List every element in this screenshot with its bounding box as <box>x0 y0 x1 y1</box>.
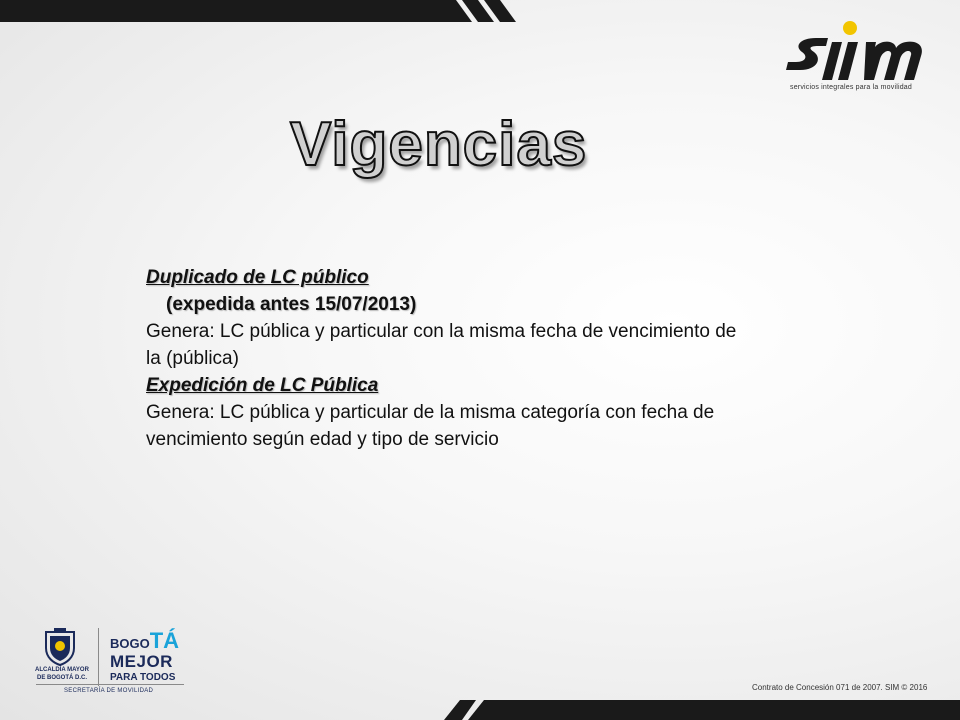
section-subheading-duplicado: (expedida antes 15/07/2013) <box>166 294 417 315</box>
section-body-duplicado: Genera: LC pública y particular con la misma fecha de vencimiento de la (pública) <box>146 321 737 369</box>
bogota-logo-prefix: BOGO <box>110 636 150 651</box>
section-heading-expedicion: Expedición de LC Pública <box>146 375 379 396</box>
bogota-crest-icon <box>40 628 80 666</box>
bogota-logo-line1 <box>110 628 179 654</box>
slide-body <box>146 264 746 453</box>
secretaria-label: SECRETARÍA DE MOVILIDAD <box>64 688 154 694</box>
bogota-logo-line2: MEJOR <box>110 652 173 671</box>
crest-caption-line1: ALCALDÍA MAYOR <box>35 667 89 673</box>
footer-divider <box>98 628 99 686</box>
crest-caption <box>30 666 94 682</box>
secretaria-rule <box>36 684 184 685</box>
slide-title: Vigencias <box>290 110 588 179</box>
bogota-logo-line3: PARA TODOS <box>110 672 176 683</box>
bottom-decorative-bar <box>0 696 960 720</box>
contract-note: Contrato de Concesión 071 de 2007. SIM © 2016 <box>752 683 928 692</box>
sim-logo <box>786 20 930 84</box>
bogota-logo-suffix: TÁ <box>149 628 180 653</box>
section-body-expedicion: Genera: LC pública y particular de la misma categoría con fecha de vencimiento según edad y tipo de servicio <box>146 402 715 450</box>
crest-caption-line2: DE BOGOTÁ D.C. <box>36 675 87 681</box>
section-heading-duplicado: Duplicado de LC público <box>146 267 369 288</box>
sim-tagline: servicios integrales para la movilidad <box>790 84 912 91</box>
